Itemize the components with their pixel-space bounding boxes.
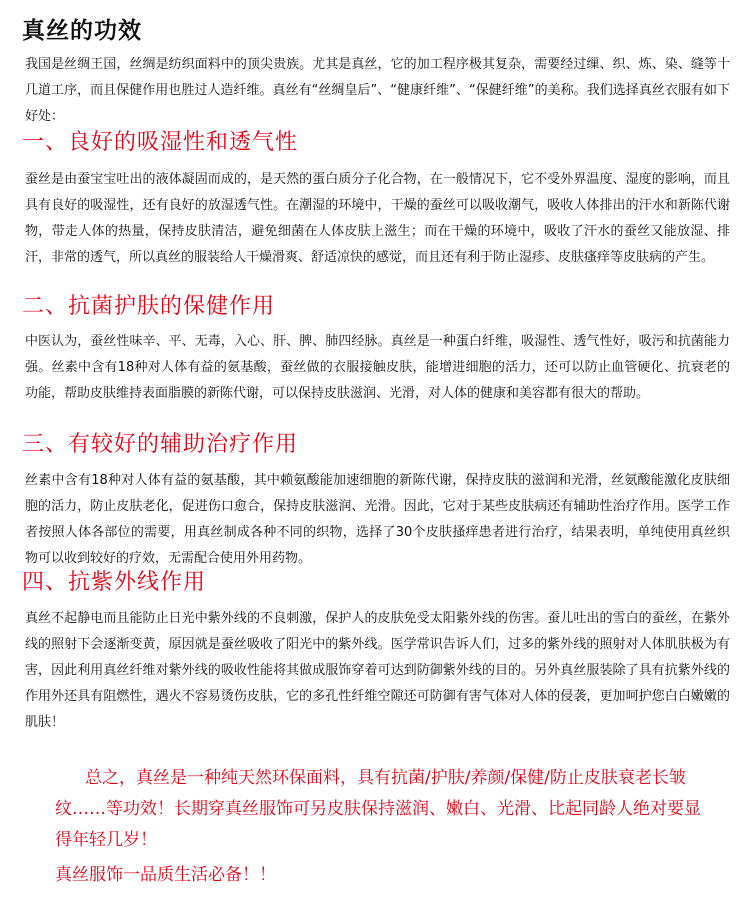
closing-slogan: 真丝服饰一品质生活必备！！ — [55, 865, 276, 885]
section-body-3: 丝素中含有18种对人体有益的氨基酸，其中赖氨酸能加速细胞的新陈代谢，保持皮肤的滋润和光滑，丝氨酸能激化皮肤细胞的活力，防止皮肤老化，促进伤口愈合，保持皮肤滋润、光滑。因此，它对于某些皮肤病还有辅助性治疗作用。医学工作者按照人体各部位的需要，用真丝制成各种不同的织物，选择了30个皮肤搔痒患者进行治疗，结果表明，单纯使用真丝织物可以收到较好的疗效，无需配合使用外用药物。 — [25, 473, 730, 566]
section-body-1: 蚕丝是由蚕宝宝吐出的液体凝固而成的，是天然的蛋白质分子化合物，在一般情况下，它不受外界温度、湿度的影响，而且具有良好的吸湿性，还有良好的放湿透气性。在潮湿的环境中，干燥的蚕丝可以吸收潮气，吸收人体排出的汗水和新陈代谢物，带走人体的热量，保持皮肤清洁，避免细菌在人体皮肤上滋生；而在干燥的环境中，吸收了汗水的蚕丝又能放湿、排汗，非常的透气，所以真丝的服装给人干燥滑爽、舒适凉快的感觉，而且还有利于防止湿疹、皮肤瘙痒等皮肤病的产生。 — [25, 172, 730, 265]
section-heading-4: 四、抗紫外线作用 — [22, 570, 207, 595]
summary-paragraph — [55, 763, 715, 856]
intro-paragraph: 我国是丝绸王国，丝绸是纺织面料中的顶尖贵族。尤其是真丝，它的加工程序极其复杂，需要经过缫、织、炼、染、缝等十几道工序，而且保健作用也胜过人造纤维。真丝有“丝绸皇后”、“健康纤维”、“保健纤维”的美称。我们选择真丝衣服有如下好处： — [25, 57, 730, 124]
section-heading-2: 二、抗菌护肤的保健作用 — [22, 294, 276, 319]
summary-text: 总之，真丝是一种纯天然环保面料，具有抗菌/护肤/养颜/保健/防止皮肤衰老长皱纹……等功效！长期穿真丝服饰可另皮肤保持滋润、嫩白、光滑、比起同龄人绝对要显得年轻几岁！ — [55, 768, 701, 850]
section-body-4: 真丝不起静电而且能防止日光中紫外线的不良刺激，保护人的皮肤免受太阳紫外线的伤害。蚕儿吐出的雪白的蚕丝，在紫外线的照射下会逐渐变黄，原因就是蚕丝吸收了阳光中的紫外线。医学常识告诉人们，过多的紫外线的照射对人体肌肤极为有害，因此利用真丝纤维对紫外线的吸收性能将其做成服饰穿着可达到防御紫外线的目的。另外真丝服装除了具有抗紫外线的作用外还具有阻燃性，遇火不容易烫伤皮肤，它的多孔性纤维空隙还可防御有害气体对人体的侵袭，更加呵护您白白嫩嫩的肌肤！ — [25, 611, 730, 730]
section-body-2: 中医认为，蚕丝性味辛、平、无毒，入心、肝、脾、肺四经脉。真丝是一种蛋白纤维，吸湿性、透气性好，吸污和抗菌能力强。丝素中含有18种对人体有益的氨基酸，蚕丝做的衣服接触皮肤，能增进细胞的活力，还可以防止血管硬化、抗衰老的功能，帮助皮肤维持表面脂膜的新陈代谢，可以保持皮肤滋润、光滑，对人体的健康和美容都有很大的帮助。 — [25, 334, 730, 401]
section-heading-1: 一、良好的吸湿性和透气性 — [22, 130, 299, 155]
page-title: 真丝的功效 — [22, 18, 142, 44]
section-heading-3: 三、有较好的辅助治疗作用 — [22, 432, 299, 457]
